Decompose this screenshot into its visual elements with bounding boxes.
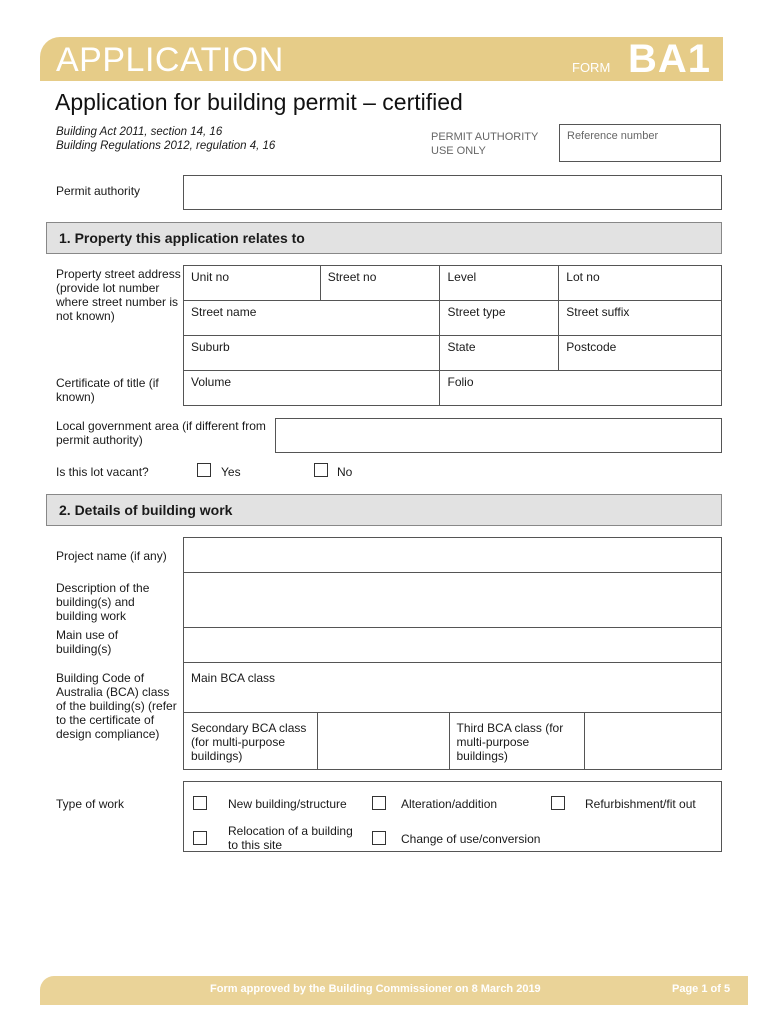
vacant-yes-label: Yes bbox=[221, 465, 241, 479]
vacant-no-checkbox[interactable] bbox=[314, 463, 328, 477]
relocation-checkbox[interactable] bbox=[193, 831, 207, 845]
authority-use-line2: USE ONLY bbox=[431, 144, 486, 157]
alteration-label: Alteration/addition bbox=[401, 797, 498, 811]
change-of-use-label: Change of use/conversion bbox=[401, 832, 541, 846]
secondary-bca-class-label-cell bbox=[184, 713, 318, 770]
secondary-bca-class-label: Secondary BCA class (for multi-purpose buildings) bbox=[191, 721, 307, 763]
street-suffix-field[interactable] bbox=[559, 301, 722, 336]
form-code: BA1 bbox=[628, 37, 712, 81]
folio-field[interactable] bbox=[440, 371, 722, 406]
lot-no-field[interactable] bbox=[559, 266, 722, 301]
street-name-label: Street name bbox=[191, 305, 257, 319]
main-use-field[interactable] bbox=[184, 628, 722, 663]
change-of-use-checkbox[interactable] bbox=[372, 831, 386, 845]
lga-label: Local government area (if different from permit authority) bbox=[56, 419, 266, 447]
main-use-label: Main use of building(s) bbox=[56, 628, 119, 656]
postcode-field[interactable] bbox=[559, 336, 722, 371]
reference-number-label: Reference number bbox=[567, 130, 659, 142]
suburb-field[interactable] bbox=[184, 336, 440, 371]
street-type-field[interactable] bbox=[440, 301, 559, 336]
street-name-field[interactable] bbox=[184, 301, 440, 336]
volume-label: Volume bbox=[191, 375, 232, 389]
project-name-field[interactable] bbox=[184, 538, 722, 573]
description-field[interactable] bbox=[184, 573, 722, 628]
property-address-table bbox=[183, 265, 722, 406]
unit-no-field[interactable] bbox=[184, 266, 321, 301]
third-bca-class-label-cell bbox=[449, 713, 585, 770]
description-label: Description of the building(s) and building work bbox=[56, 581, 150, 623]
new-building-label: New building/structure bbox=[228, 797, 347, 811]
bca-class-label: Building Code of Australia (BCA) class of the building(s) (refer to the certificate of design compliance) bbox=[56, 671, 177, 741]
form-label: FORM bbox=[572, 60, 611, 75]
type-of-work-label: Type of work bbox=[56, 797, 125, 811]
vacant-label: Is this lot vacant? bbox=[56, 465, 149, 479]
third-bca-class-label: Third BCA class (for multi-purpose buildings) bbox=[456, 721, 564, 763]
lot-no-label: Lot no bbox=[566, 270, 600, 284]
relocation-label: Relocation of a building to this site bbox=[228, 824, 353, 852]
project-name-label: Project name (if any) bbox=[56, 549, 167, 563]
refurbishment-checkbox[interactable] bbox=[551, 796, 565, 810]
permit-authority-field[interactable] bbox=[183, 175, 722, 210]
suburb-label: Suburb bbox=[191, 340, 230, 354]
secondary-bca-class-field[interactable] bbox=[317, 713, 449, 770]
street-no-field[interactable] bbox=[320, 266, 440, 301]
footer-approval-text: Form approved by the Building Commissioner on 8 March 2019 bbox=[210, 983, 541, 995]
postcode-label: Postcode bbox=[566, 340, 617, 354]
street-suffix-label: Street suffix bbox=[566, 305, 630, 319]
main-bca-class-label: Main BCA class bbox=[191, 671, 276, 685]
building-details-table bbox=[183, 537, 722, 770]
permit-authority-label: Permit authority bbox=[56, 184, 141, 198]
property-address-label: Property street address (provide lot number where street number is not known) bbox=[56, 267, 181, 323]
volume-field[interactable] bbox=[184, 371, 440, 406]
authority-use-line1: PERMIT AUTHORITY bbox=[431, 131, 539, 143]
vacant-no-label: No bbox=[337, 465, 353, 479]
page-title: Application for building permit – certified bbox=[55, 89, 463, 115]
certificate-of-title-label: Certificate of title (if known) bbox=[56, 376, 159, 404]
authority-use-label bbox=[431, 131, 538, 158]
lga-field[interactable] bbox=[275, 418, 722, 453]
legislation-regulations: Building Regulations 2012, regulation 4, 16 bbox=[56, 139, 276, 152]
level-field[interactable] bbox=[440, 266, 559, 301]
state-label: State bbox=[447, 340, 476, 354]
section-1-heading: 1. Property this application relates to bbox=[46, 222, 722, 254]
third-bca-class-field[interactable] bbox=[585, 713, 722, 770]
page-number: Page 1 of 5 bbox=[672, 983, 731, 995]
unit-no-label: Unit no bbox=[191, 270, 230, 284]
section-2-heading: 2. Details of building work bbox=[46, 494, 722, 526]
new-building-checkbox[interactable] bbox=[193, 796, 207, 810]
refurbishment-label: Refurbishment/fit out bbox=[585, 797, 696, 811]
level-label: Level bbox=[447, 270, 477, 284]
alteration-checkbox[interactable] bbox=[372, 796, 386, 810]
state-field[interactable] bbox=[440, 336, 559, 371]
folio-label: Folio bbox=[447, 375, 474, 389]
banner-title: APPLICATION bbox=[56, 41, 284, 79]
vacant-yes-checkbox[interactable] bbox=[197, 463, 211, 477]
legislation-references bbox=[56, 126, 275, 153]
street-no-label: Street no bbox=[327, 270, 377, 284]
legislation-act: Building Act 2011, section 14, 16 bbox=[56, 126, 223, 138]
main-bca-class-field[interactable] bbox=[184, 663, 722, 713]
street-type-label: Street type bbox=[447, 305, 506, 319]
